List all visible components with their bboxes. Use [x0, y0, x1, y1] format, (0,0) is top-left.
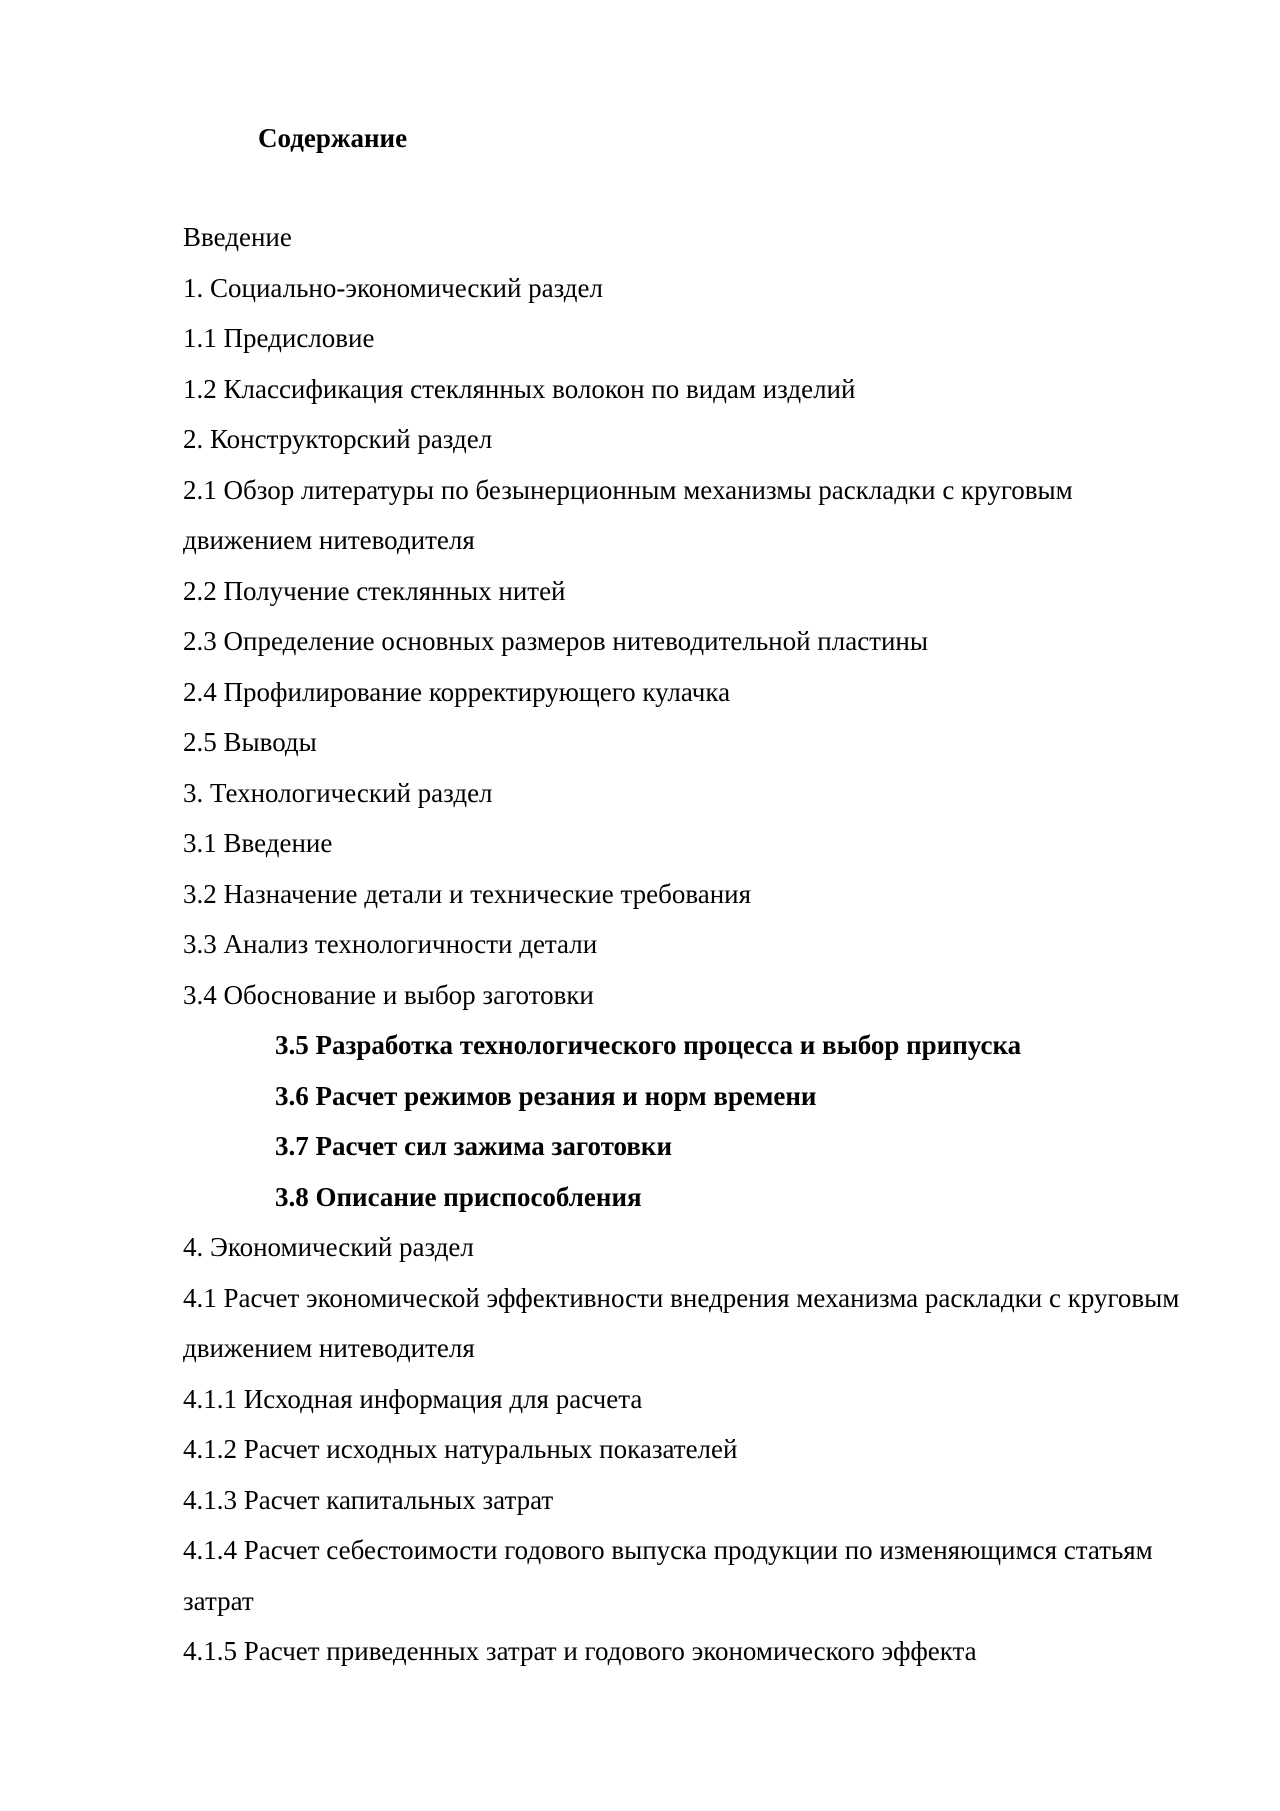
toc-item: 2.2 Получение стеклянных нитей: [183, 575, 566, 606]
toc-item: 2.5 Выводы: [183, 727, 317, 757]
toc-item: Введение: [183, 222, 292, 252]
toc-item: 3.5 Разработка технологического процесса и выбор припуска: [275, 1030, 1022, 1060]
toc-item: 4.1.1 Исходная информация для расчета: [183, 1383, 643, 1414]
toc-item: 1. Социально-экономический раздел: [183, 272, 604, 303]
toc-item: 3.6 Расчет режимов резания и норм времени: [275, 1080, 817, 1111]
toc-item: 3.1 Введение: [183, 828, 333, 858]
toc-item: 3.2 Назначение детали и технические требования: [183, 878, 752, 909]
toc-item: 4.1.4 Расчет себестоимости годового выпуска продукции по изменяющимся статьям затрат: [183, 1535, 1153, 1616]
toc-item: 4.1 Расчет экономической эффективности внедрения механизма раскладки с круговым движением нитеводителя: [183, 1282, 1180, 1363]
toc-item: 3.8 Описание приспособления: [275, 1181, 642, 1212]
toc-item: 3.7 Расчет сил зажима заготовки: [275, 1131, 673, 1161]
table-of-contents: [183, 212, 1193, 1677]
toc-item: 2.4 Профилирование корректирующего кулачка: [183, 676, 731, 707]
toc-item: 3. Технологический раздел: [183, 777, 493, 808]
toc-item: 4.1.5 Расчет приведенных затрат и годового экономического эффекта: [183, 1636, 977, 1666]
toc-item: 4. Экономический раздел: [183, 1232, 474, 1262]
toc-item: 2.1 Обзор литературы по безынерционным механизмы раскладки с круговым движением нитеводителя: [183, 474, 1073, 555]
toc-item: 1.1 Предисловие: [183, 323, 375, 353]
toc-item: 3.3 Анализ технологичности детали: [183, 929, 598, 959]
toc-item: 4.1.2 Расчет исходных натуральных показателей: [183, 1434, 738, 1464]
toc-item: 1.2 Классификация стеклянных волокон по видам изделий: [183, 373, 856, 404]
page-title: Содержание: [258, 123, 408, 153]
toc-item: 2. Конструкторский раздел: [183, 424, 493, 454]
toc-item: 4.1.3 Расчет капитальных затрат: [183, 1484, 554, 1515]
toc-item: 3.4 Обоснование и выбор заготовки: [183, 979, 594, 1010]
toc-item: 2.3 Определение основных размеров нитеводительной пластины: [183, 626, 929, 656]
